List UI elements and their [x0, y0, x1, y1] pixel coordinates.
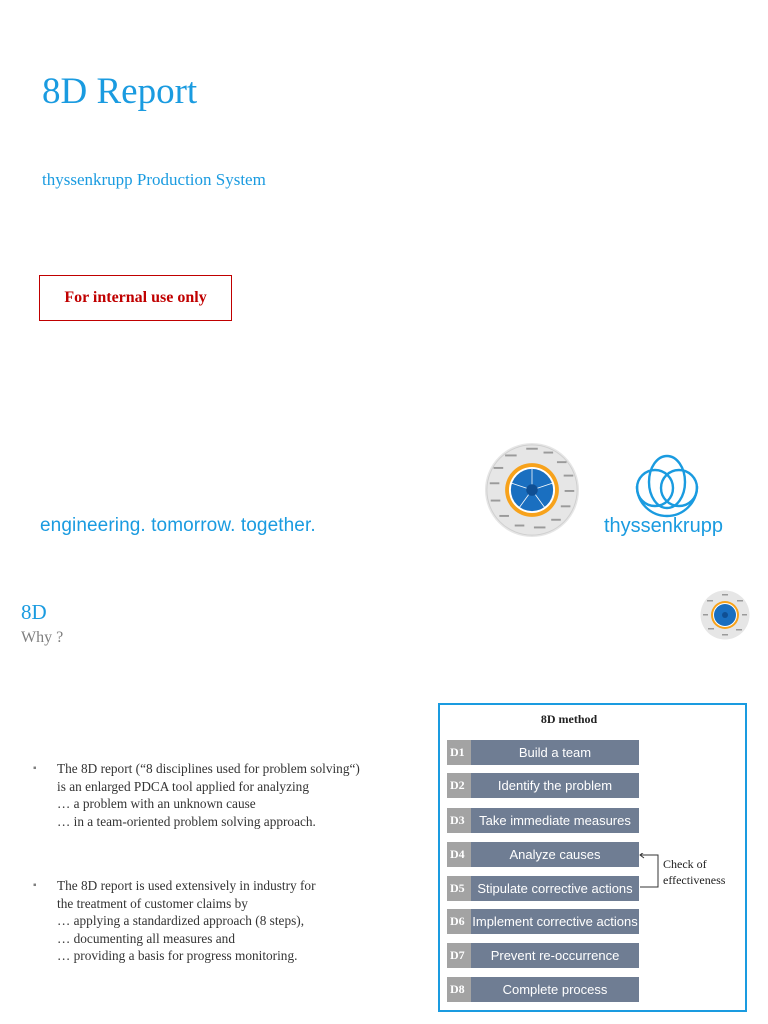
method-step-d7 [447, 943, 639, 968]
method-step-d3 [447, 808, 639, 833]
method-step-d4 [447, 842, 639, 867]
check-label-line1: Check of [663, 857, 707, 871]
page-title: 8D Report [42, 71, 198, 112]
step-code: D4 [447, 842, 471, 867]
method-step-d5 [447, 876, 639, 901]
step-code: D1 [447, 740, 471, 765]
internal-use-notice [39, 275, 232, 321]
bullet-line: … in a team-oriented problem solving approach. [57, 813, 316, 829]
bullet-marker-icon: ▪ [33, 880, 37, 891]
step-label: Complete process [471, 977, 639, 1002]
page-subtitle: thyssenkrupp Production System [42, 170, 266, 189]
section-title: 8D [21, 600, 47, 624]
bullet-line: is an enlarged PDCA tool applied for analyzing [57, 778, 309, 794]
step-label: Take immediate measures [471, 808, 639, 833]
step-code: D2 [447, 773, 471, 798]
check-effectiveness-label [663, 856, 725, 888]
tps-wheel-small-icon [700, 590, 750, 640]
bullet-line: The 8D report is used extensively in industry for [57, 878, 316, 893]
bullet-line: … a problem with an unknown cause [57, 796, 256, 811]
step-code: D7 [447, 943, 471, 968]
tagline: engineering. tomorrow. together. [40, 515, 316, 536]
step-code: D8 [447, 977, 471, 1002]
step-code: D3 [447, 808, 471, 833]
bracket-icon [636, 853, 666, 889]
internal-use-notice-text: For internal use only [64, 289, 207, 306]
step-label: Identify the problem [471, 773, 639, 798]
bullet-line: … providing a basis for progress monitoring. [57, 948, 298, 963]
step-label: Implement corrective actions [471, 909, 639, 934]
method-step-d6 [447, 909, 639, 934]
step-label: Analyze causes [471, 842, 639, 867]
step-label: Prevent re-occurrence [471, 943, 639, 968]
tps-wheel-icon [484, 442, 580, 538]
step-label: Build a team [471, 740, 639, 765]
method-title: 8D method [540, 712, 598, 726]
bullet-line: … documenting all measures and [57, 930, 235, 946]
step-label: Stipulate corrective actions [471, 876, 639, 901]
thyssenkrupp-logo-text: thyssenkrupp [604, 515, 723, 537]
method-step-d8 [447, 977, 639, 1002]
bullet-line: the treatment of customer claims by [57, 895, 248, 911]
method-step-d1 [447, 740, 639, 765]
bullet-line: … applying a standardized approach (8 steps), [57, 913, 305, 928]
step-code: D5 [447, 876, 471, 901]
section-subtitle: Why ? [21, 629, 64, 646]
check-label-line2: effectiveness [663, 873, 726, 887]
method-step-d2 [447, 773, 639, 798]
step-code: D6 [447, 909, 471, 934]
bullet-line: The 8D report (“8 disciplines used for problem solving“) [57, 761, 360, 776]
bullet-marker-icon: ▪ [33, 763, 37, 774]
